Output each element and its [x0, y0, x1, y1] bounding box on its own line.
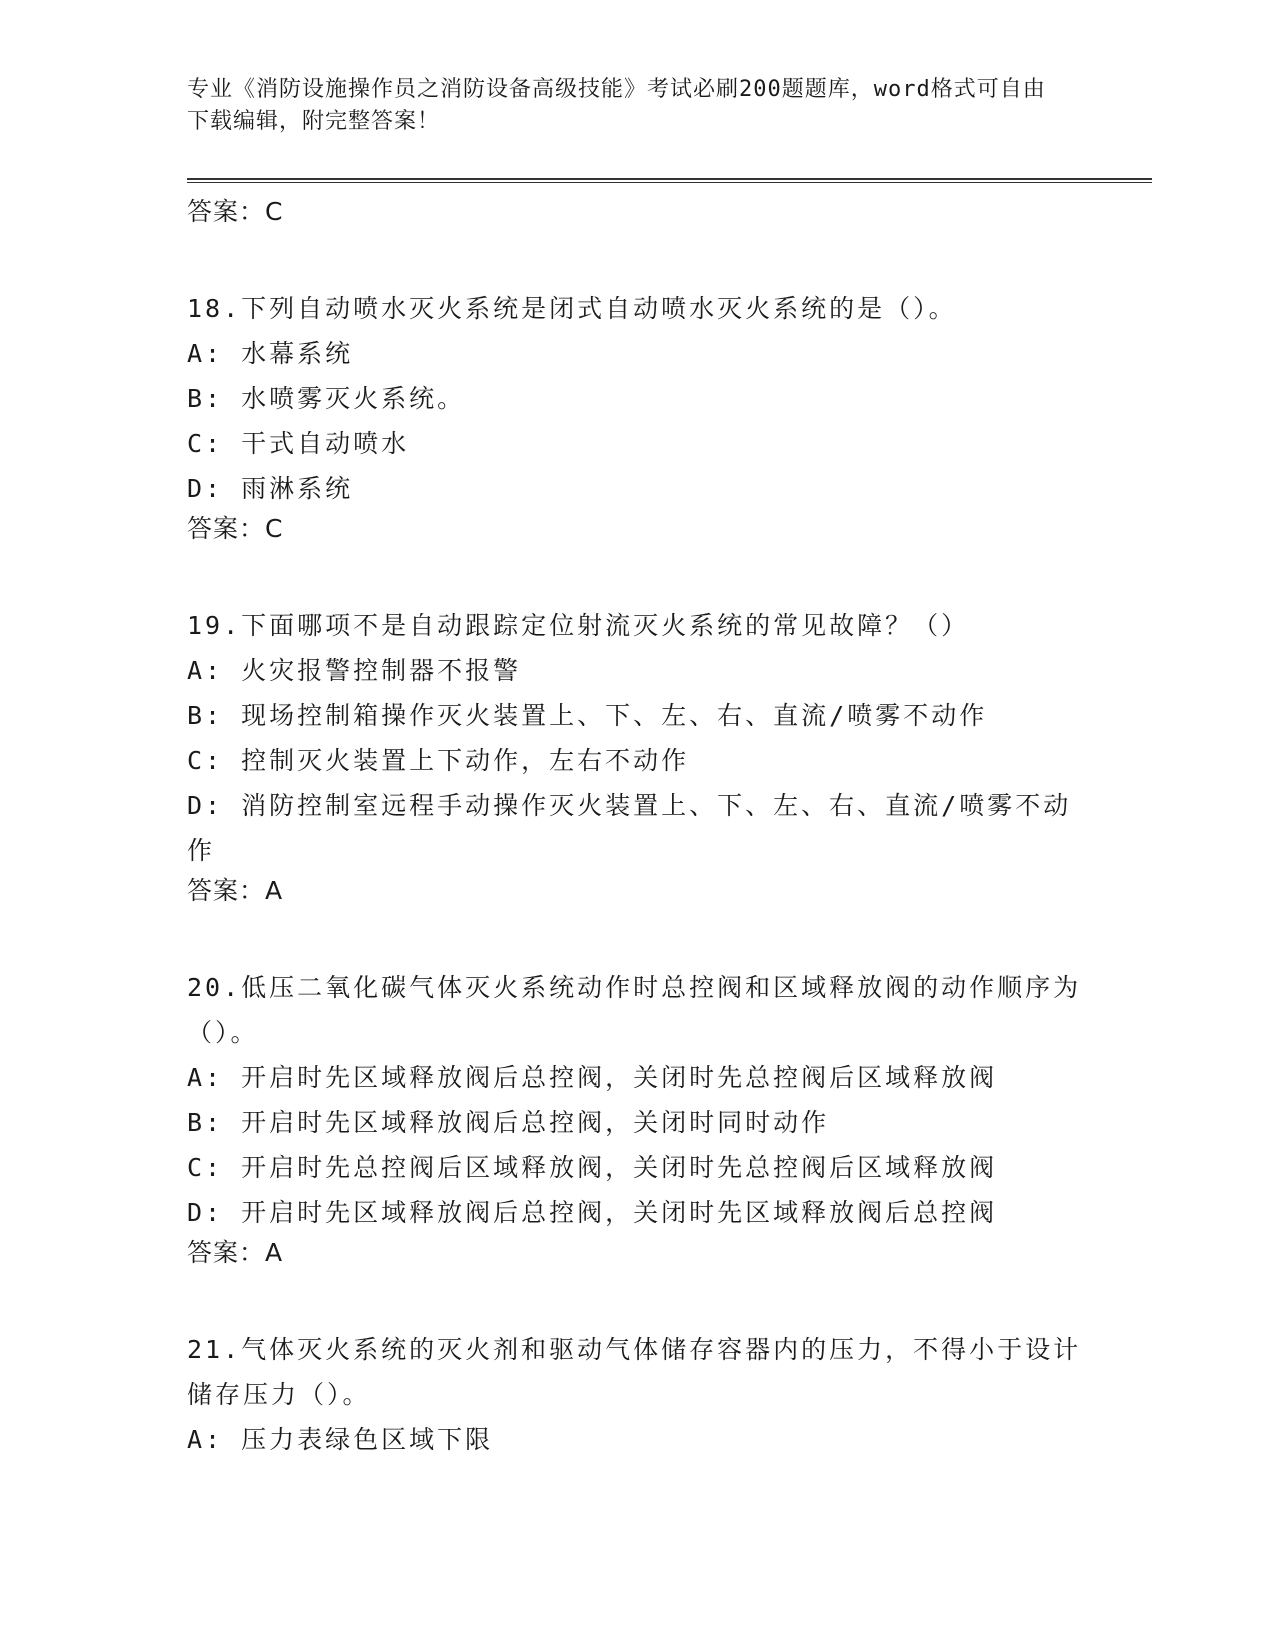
- option-a: A: 火灾报警控制器不报警: [187, 656, 522, 685]
- question-21: [187, 1327, 1087, 1462]
- question-text: 21.气体灭火系统的灭火剂和驱动气体储存容器内的压力，不得小于设计储存压力（）。: [187, 1335, 1082, 1409]
- header-divider: [187, 178, 1152, 183]
- question-19: [187, 603, 1087, 917]
- option-a: A: 开启时先区域释放阀后总控阀，关闭时先总控阀后区域释放阀: [187, 1063, 998, 1092]
- option-a: A: 水幕系统: [187, 339, 354, 368]
- question-text: 19.下面哪项不是自动跟踪定位射流灭火系统的常见故障？（）: [187, 611, 970, 640]
- option-c: C: 控制灭火装置上下动作，左右不动作: [187, 746, 690, 775]
- answer-line: 答案：C: [187, 514, 284, 543]
- option-d: D: 雨淋系统: [187, 474, 354, 503]
- option-d: D: 消防控制室远程手动操作灭火装置上、下、左、右、直流/喷雾不动作: [187, 791, 1072, 865]
- question-20: [187, 965, 1087, 1279]
- option-a: A: 压力表绿色区域下限: [187, 1425, 494, 1454]
- option-d: D: 开启时先区域释放阀后总控阀，关闭时先区域释放阀后总控阀: [187, 1198, 998, 1227]
- option-c: C: 干式自动喷水: [187, 429, 410, 458]
- option-b: B: 水喷雾灭火系统。: [187, 384, 466, 413]
- answer-line: 答案：C: [187, 197, 284, 226]
- option-b: B: 开启时先区域释放阀后总控阀，关闭时同时动作: [187, 1108, 830, 1137]
- option-b: B: 现场控制箱操作灭火装置上、下、左、右、直流/喷雾不动作: [187, 701, 988, 730]
- question-18: [187, 286, 1087, 555]
- option-c: C: 开启时先总控阀后区域释放阀，关闭时先总控阀后区域释放阀: [187, 1153, 998, 1182]
- answer-line: 答案：A: [187, 876, 284, 905]
- answer-line: 答案：A: [187, 1238, 284, 1267]
- document-body: [187, 190, 1087, 1462]
- question-text: 20.低压二氧化碳气体灭火系统动作时总控阀和区域释放阀的动作顺序为（）。: [187, 973, 1082, 1047]
- page-header: 专业《消防设施操作员之消防设备高级技能》考试必刷200题题库，word格式可自由下载编辑，附完整答案！: [187, 77, 1046, 134]
- question-text: 18.下列自动喷水灭火系统是闭式自动喷水灭火系统的是（）。: [187, 294, 957, 323]
